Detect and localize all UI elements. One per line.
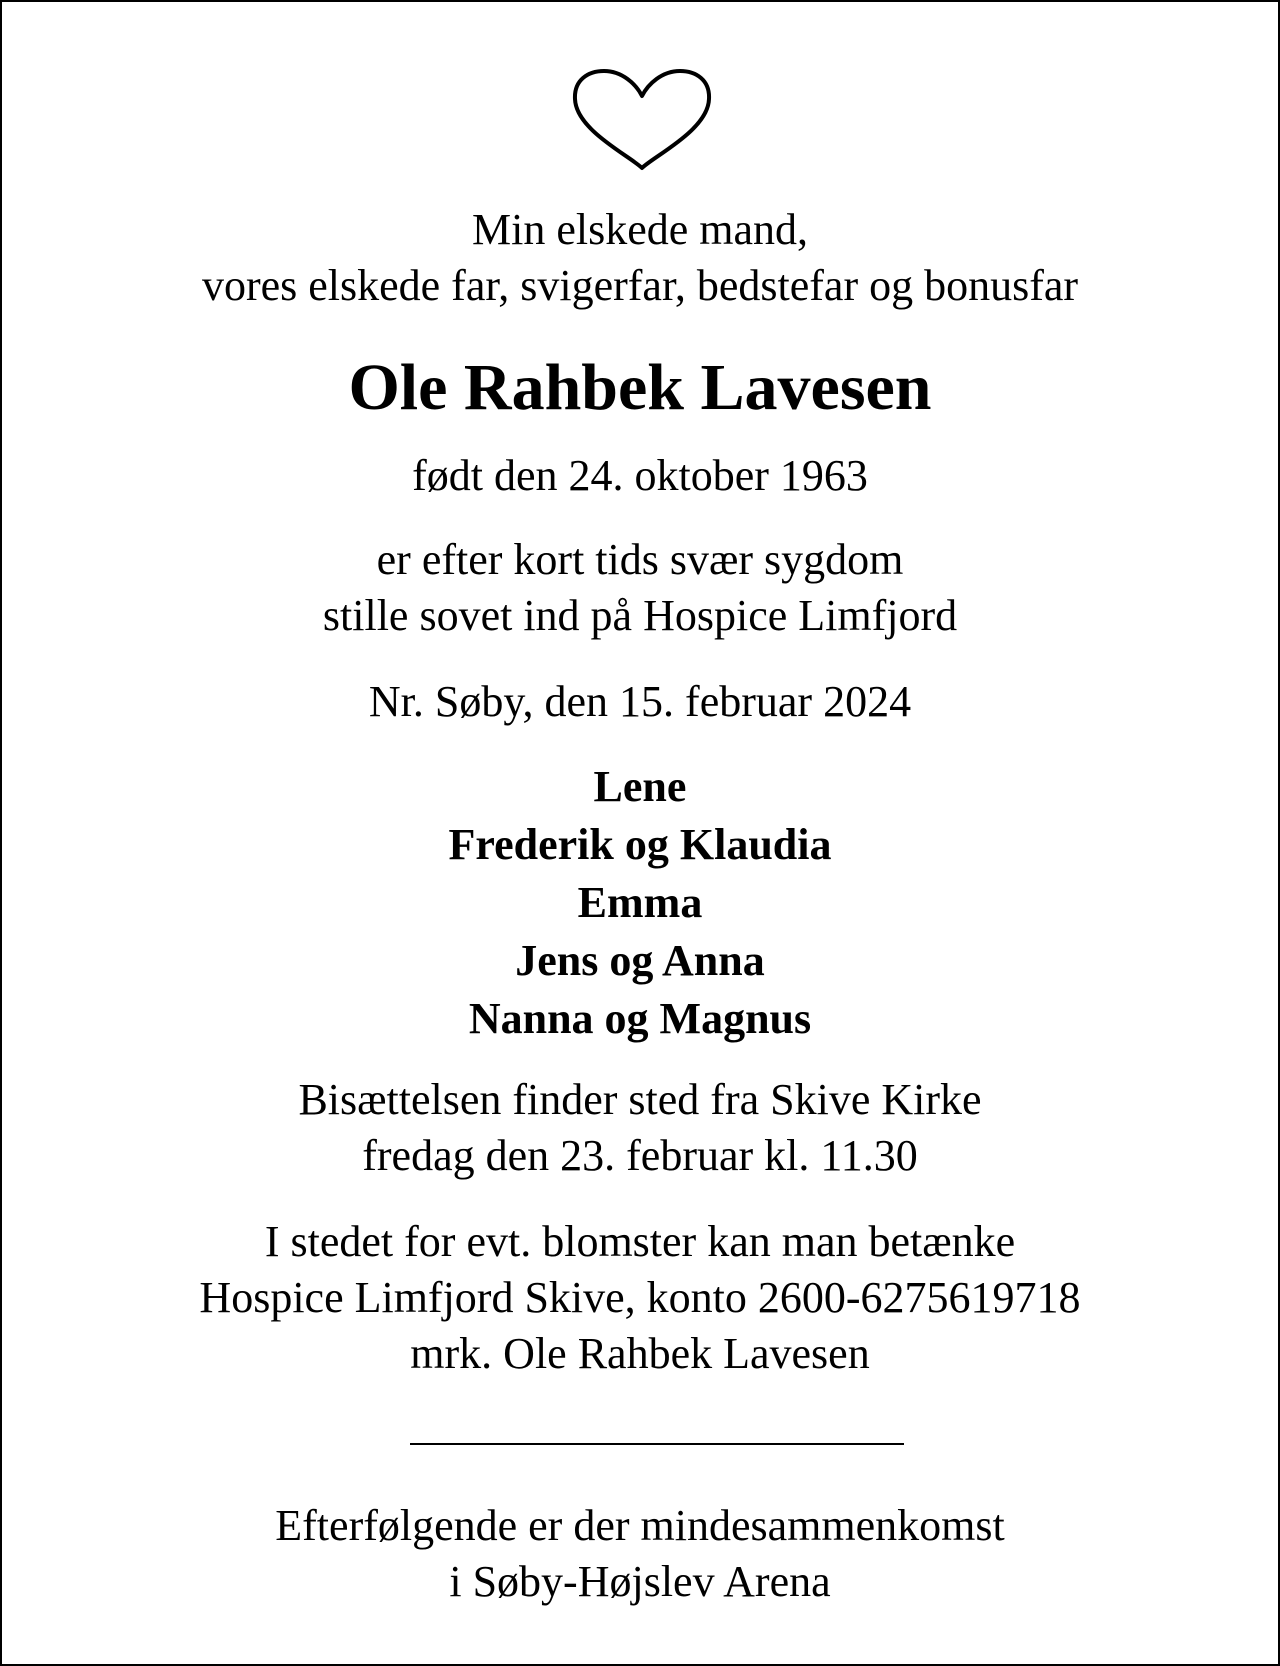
place-date: Nr. Søby, den 15. februar 2024 (368, 677, 912, 726)
heart-icon (570, 68, 714, 172)
deceased-name: Ole Rahbek Lavesen (348, 351, 932, 424)
family-member: Jens og Anna (515, 936, 765, 985)
family-member: Lene (593, 762, 687, 811)
donation-line-1: I stedet for evt. blomster kan man betænke (264, 1217, 1016, 1266)
donation-line-3: mrk. Ole Rahbek Lavesen (410, 1329, 870, 1378)
gathering-line-1: Efterfølgende er der mindesammenkomst (275, 1501, 1005, 1550)
gathering-line-2: i Søby-Højslev Arena (449, 1557, 831, 1606)
birth-date: født den 24. oktober 1963 (412, 451, 868, 500)
passing-line-1: er efter kort tids svær sygdom (376, 535, 904, 584)
passing-line-2: stille sovet ind på Hospice Limfjord (322, 591, 958, 640)
family-member: Emma (577, 878, 703, 927)
divider-line (410, 1443, 904, 1445)
intro-line-2: vores elskede far, svigerfar, bedstefar og bonusfar (201, 261, 1079, 310)
donation-line-2: Hospice Limfjord Skive, konto 2600-6275619718 (199, 1273, 1081, 1322)
family-member: Frederik og Klaudia (448, 820, 832, 869)
funeral-line-2: fredag den 23. februar kl. 11.30 (362, 1131, 918, 1180)
funeral-line-1: Bisættelsen finder sted fra Skive Kirke (298, 1075, 982, 1124)
family-member: Nanna og Magnus (468, 994, 812, 1043)
intro-line-1: Min elskede mand, (471, 205, 809, 254)
